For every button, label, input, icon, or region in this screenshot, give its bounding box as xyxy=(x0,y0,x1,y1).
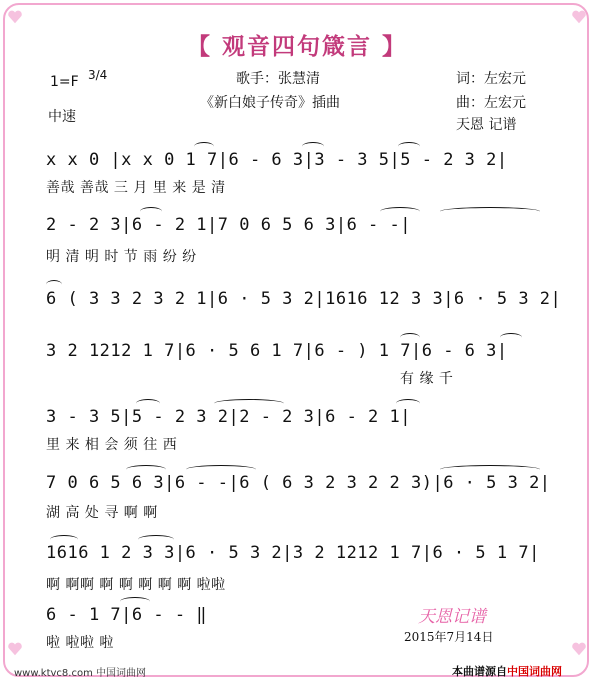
slur-mark xyxy=(186,465,256,474)
heart-icon xyxy=(6,8,24,26)
notation-row: 3 - 3 5|5 - 2 3 2|2 - 2 3|6 - 2 1| xyxy=(46,407,411,427)
slur-mark xyxy=(396,399,420,408)
tempo-marking: 中速 xyxy=(48,109,76,125)
slur-mark xyxy=(46,280,62,289)
slur-mark xyxy=(138,535,174,544)
composer-credit: 曲：左宏元 xyxy=(456,95,526,111)
heart-icon xyxy=(6,640,24,658)
slur-mark xyxy=(136,399,160,408)
singer-credit: 歌手：张慧清 xyxy=(236,71,320,87)
lyricist-credit: 词：左宏元 xyxy=(456,71,526,87)
footer-source-site[interactable]: 中国词曲网 xyxy=(507,665,562,678)
score-title: 【 观音四句箴言 】 xyxy=(186,34,407,60)
slur-mark xyxy=(120,597,150,606)
source-credit: 《新白娘子传奇》插曲 xyxy=(200,95,340,111)
slur-mark xyxy=(398,142,420,151)
slur-mark xyxy=(440,465,540,474)
transcriber-stamp: 天恩记谱 xyxy=(418,607,486,627)
notation-row: 7 0 6 5 6 3|6 - -|6 ( 6 3 2 3 2 2 3)|6 · 5 3 2| xyxy=(46,473,551,493)
notation-row: x x 0 |x x 0 1 7|6 - 6 3|3 - 3 5|5 - 2 3 2| xyxy=(46,150,508,170)
slur-mark xyxy=(194,142,214,151)
heart-icon xyxy=(570,640,588,658)
time-signature xyxy=(88,70,107,81)
footer-source-credit xyxy=(452,663,562,679)
lyric-row: 有 缘 千 xyxy=(400,371,454,387)
lyric-row: 啦 啦啦 啦 xyxy=(46,635,114,651)
notation-row: 6 ( 3 3 2 3 2 1|6 · 5 3 2|1616 12 3 3|6 · 5 3 2| xyxy=(46,289,562,309)
slur-mark xyxy=(400,333,420,342)
lyric-row: 明 清 明 时 节 雨 纷 纷 xyxy=(46,249,197,265)
slur-mark xyxy=(214,399,284,408)
footer-source-label: 本曲谱源自 xyxy=(452,665,507,678)
time-signature-text: 3/4 xyxy=(88,68,108,82)
lyric-row: 湖 高 处 寻 啊 啊 xyxy=(46,505,158,521)
key-signature: 1=F xyxy=(50,74,79,90)
slur-mark xyxy=(440,207,540,216)
lyric-row: 啊 啊啊 啊 啊 啊 啊 啊 啦啦 xyxy=(46,577,226,593)
notation-row: 2 - 2 3|6 - 2 1|7 0 6 5 6 3|6 - -| xyxy=(46,215,411,235)
footer-site-link[interactable]: www.ktvc8.com 中国词曲网 xyxy=(14,668,147,679)
heart-icon xyxy=(570,8,588,26)
transcription-date: 2015年7月14日 xyxy=(404,630,494,644)
notation-row: 1616 1 2 3 3|6 · 5 3 2|3 2 1212 1 7|6 · 5 1 7| xyxy=(46,543,540,563)
slur-mark xyxy=(50,535,78,544)
lyric-row: 善哉 善哉 三 月 里 来 是 清 xyxy=(46,180,226,196)
lyric-row: 里 来 相 会 须 往 西 xyxy=(46,437,178,453)
slur-mark xyxy=(126,465,166,474)
slur-mark xyxy=(140,207,162,216)
slur-mark xyxy=(380,207,420,216)
slur-mark xyxy=(500,333,522,342)
transcriber-credit: 天恩 记谱 xyxy=(456,117,517,133)
notation-row: 6 - 1 7|6 - - ‖ xyxy=(46,605,208,625)
slur-mark xyxy=(302,142,324,151)
notation-row: 3 2 1212 1 7|6 · 5 6 1 7|6 - ) 1 7|6 - 6 3| xyxy=(46,341,508,361)
